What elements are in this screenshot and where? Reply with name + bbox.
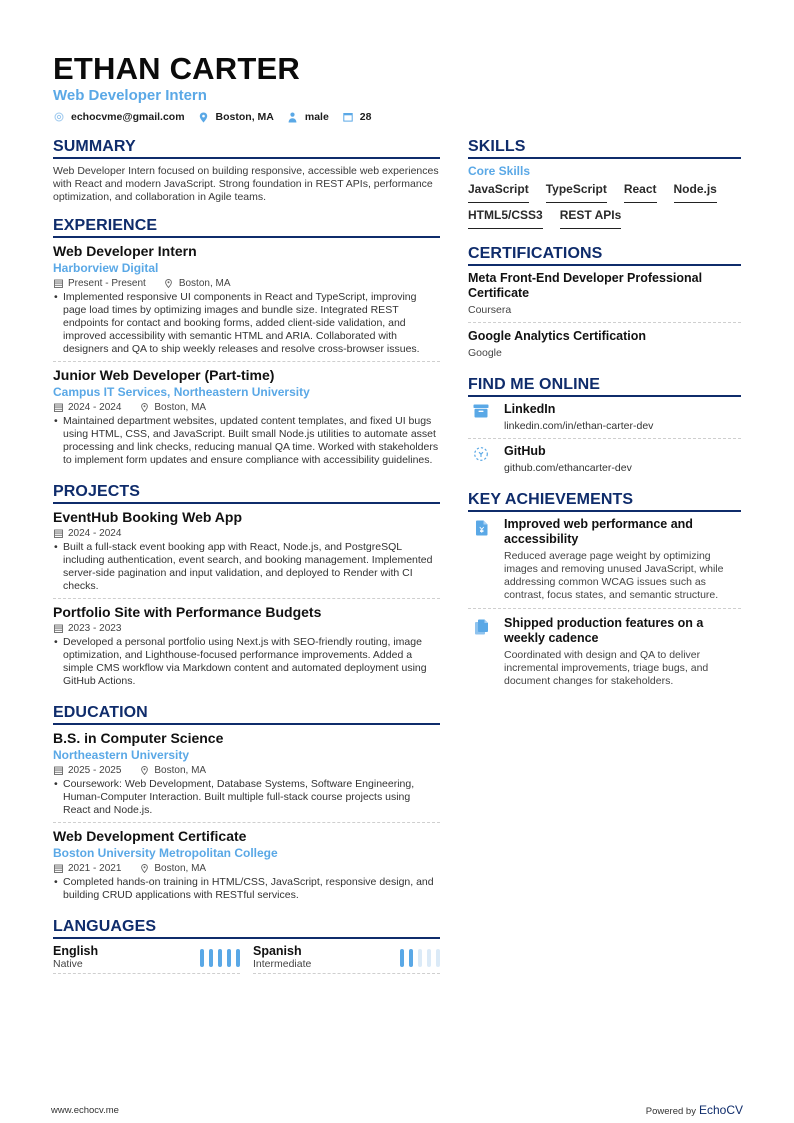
online-link-github[interactable] (468, 444, 741, 480)
footer-powered-by[interactable] (646, 1103, 743, 1117)
skill-list (468, 182, 741, 234)
entry-meta (53, 277, 440, 290)
proficiency-bars (200, 949, 240, 967)
certification-item (468, 329, 741, 365)
contact-age (342, 110, 372, 124)
date-range: 2025 - 2025 (68, 765, 122, 776)
age-text: 28 (359, 111, 372, 123)
calendar-icon (53, 279, 63, 289)
entry-meta (53, 527, 440, 540)
calendar-icon (53, 864, 63, 874)
entry-meta (53, 764, 440, 777)
right-column (468, 137, 741, 704)
section-title-online: FIND ME ONLINE (468, 375, 741, 397)
education-entry (53, 828, 440, 907)
contact-location (198, 110, 274, 124)
skill-tag: REST APIs (560, 208, 622, 229)
entry-meta (53, 622, 440, 635)
location: Boston, MA (178, 278, 231, 289)
language-list (53, 944, 440, 974)
school-name: Northeastern University (53, 748, 190, 762)
date-range: 2024 - 2024 (68, 528, 122, 539)
link-url[interactable]: github.com/ethancarter-dev (504, 462, 632, 474)
bullet-list (53, 541, 440, 593)
degree: B.S. in Computer Science (53, 730, 224, 746)
section-title-skills: SKILLS (468, 137, 741, 159)
proficiency-bar (200, 949, 204, 967)
bullet-list (53, 291, 440, 356)
resume-header (53, 52, 743, 124)
link-name: LinkedIn (504, 402, 556, 416)
education-section (53, 703, 440, 907)
proficiency-bars (400, 949, 440, 967)
language-item (53, 944, 240, 974)
project-name: Portfolio Site with Performance Budgets (53, 604, 322, 620)
summary-section (53, 137, 440, 204)
language-item (253, 944, 440, 974)
github-dashed-icon (468, 444, 494, 470)
powered-by-label: Powered by (645, 1106, 696, 1117)
degree: Web Development Certificate (53, 828, 247, 844)
proficiency-bar (436, 949, 440, 967)
company-name: Harborview Digital (53, 261, 159, 275)
company-name: Campus IT Services, Northeastern University (53, 385, 310, 399)
documents-copy-icon (468, 616, 494, 688)
certification-issuer: Coursera (468, 304, 512, 316)
contact-row (53, 110, 743, 124)
contact-email[interactable] (53, 110, 185, 124)
achievement-title: Shipped production features on a weekly cadence (504, 616, 704, 645)
proficiency-bar (418, 949, 422, 967)
email-text: echocvme@gmail.com (71, 111, 185, 123)
language-name: Spanish (253, 944, 302, 958)
achievement-item (468, 517, 741, 609)
footer-website[interactable]: www.echocv.me (51, 1105, 119, 1116)
map-pin-icon (198, 111, 210, 123)
bullet-list (53, 778, 440, 817)
candidate-name: ETHAN CARTER (53, 51, 300, 86)
achievement-desc: Reduced average page weight by optimizing images and removing unused JavaScript, while addressing common WCAG issues such as contrast, focus states, and semantic structure. (504, 550, 724, 601)
summary-text: Web Developer Intern focused on building responsive, accessible web experiences with React and modern JavaScript. Strong foundation in REST APIs, performance optimization, and collaboration in Agile teams. (53, 165, 439, 203)
languages-section (53, 917, 440, 974)
experience-entry (53, 367, 440, 472)
project-name: EventHub Booking Web App (53, 509, 242, 525)
certification-issuer: Google (468, 347, 502, 359)
date-range: 2021 - 2021 (68, 863, 122, 874)
certification-name: Google Analytics Certification (468, 329, 647, 343)
skill-tag: TypeScript (546, 182, 607, 203)
achievements-section (468, 490, 741, 694)
job-title: Web Developer Intern (53, 243, 197, 259)
education-entry (53, 730, 440, 823)
section-title-achievements: KEY ACHIEVEMENTS (468, 490, 741, 512)
projects-section (53, 482, 440, 693)
bullet-item: • Completed hands-on training in HTML/CSS, JavaScript, responsive design, and building CRUD applications with RESTful services. (53, 876, 440, 902)
proficiency-bar (409, 949, 413, 967)
skill-tag: React (624, 182, 657, 203)
link-url[interactable]: linkedin.com/in/ethan-carter-dev (504, 420, 654, 432)
certification-item (468, 271, 741, 323)
date-range: 2023 - 2023 (68, 623, 122, 634)
entry-meta (53, 401, 440, 414)
map-pin-icon (164, 279, 174, 289)
section-title-certifications: CERTIFICATIONS (468, 244, 741, 266)
bullet-item: • Coursework: Web Development, Database Systems, Software Engineering, Human-Computer Interaction. Built multiple full-stack course projects using React and Node.js. (53, 778, 440, 817)
date-range: Present - Present (68, 278, 146, 289)
online-section (468, 375, 741, 480)
calendar-icon (53, 766, 63, 776)
gender-text: male (304, 111, 329, 123)
location: Boston, MA (154, 765, 207, 776)
skill-tag: Node.js (674, 182, 717, 203)
person-icon (287, 111, 299, 123)
bullet-item: • Developed a personal portfolio using Next.js with SEO-friendly routing, image optimization, and Lighthouse-focused performance improvements. Added a simple CMS workflow via Markdown content and automated deployment using GitHub Actions. (53, 636, 440, 688)
proficiency-bar (227, 949, 231, 967)
section-title-experience: EXPERIENCE (53, 216, 440, 238)
candidate-role: Web Developer Intern (53, 87, 207, 104)
bullet-list (53, 876, 440, 902)
calendar-icon (342, 111, 354, 123)
bullet-item: • Implemented responsive UI components in React and TypeScript, improving page load times by optimizing images and bundle size. Integrated REST endpoints for contact and booking forms, added client-side validation, and improved accessibility with semantic HTML and ARIA. Collaborated with designers and QA to ship weekly releases and resolve cross-browser issues. (53, 291, 440, 356)
calendar-icon (53, 403, 63, 413)
language-level: Intermediate (253, 958, 312, 970)
certification-name: Meta Front-End Developer Professional Certificate (468, 271, 703, 300)
project-entry (53, 604, 440, 693)
section-title-languages: LANGUAGES (53, 917, 440, 939)
section-title-education: EDUCATION (53, 703, 440, 725)
calendar-icon (53, 529, 63, 539)
school-name: Boston University Metropolitan College (53, 846, 278, 860)
bullet-list (53, 636, 440, 688)
skill-tag: JavaScript (468, 182, 529, 203)
achievement-title: Improved web performance and accessibility (504, 517, 693, 546)
map-pin-icon (139, 403, 149, 413)
proficiency-bar (236, 949, 240, 967)
archive-box-icon (468, 402, 494, 428)
achievement-desc: Coordinated with design and QA to deliver incremental improvements, triage bugs, and document changes for stakeholders. (504, 649, 709, 687)
skill-tag: HTML5/CSS3 (468, 208, 543, 229)
date-range: 2024 - 2024 (68, 402, 122, 413)
achievement-item (468, 616, 741, 694)
language-name: English (53, 944, 99, 958)
bullet-item: • Maintained department websites, updated content templates, and fixed UI bugs using HTML, CSS, and JavaScript. Built small Node.js utilities to automate asset processing and link checks, reducing manual QA time. Worked with stakeholders to implement form updates and ensure compliance with accessibility guidelines. (53, 415, 440, 467)
calendar-icon (53, 624, 63, 634)
map-pin-icon (139, 766, 149, 776)
certifications-section (468, 244, 741, 365)
job-title: Junior Web Developer (Part-time) (53, 367, 275, 383)
left-column (53, 137, 440, 984)
experience-section (53, 216, 440, 472)
proficiency-bar (400, 949, 404, 967)
skills-section (468, 137, 741, 234)
document-yen-icon (468, 517, 494, 602)
section-title-summary: SUMMARY (53, 137, 440, 159)
bullet-list (53, 415, 440, 467)
map-pin-icon (139, 864, 149, 874)
at-sign-icon (53, 111, 65, 123)
contact-gender (287, 110, 329, 124)
experience-entry (53, 243, 440, 362)
location: Boston, MA (154, 863, 207, 874)
link-name: GitHub (504, 444, 546, 458)
section-title-projects: PROJECTS (53, 482, 440, 504)
location: Boston, MA (154, 402, 207, 413)
brand-name: EchoCV (698, 1103, 743, 1117)
proficiency-bar (209, 949, 213, 967)
proficiency-bar (218, 949, 222, 967)
project-entry (53, 509, 440, 599)
bullet-item: • Built a full-stack event booking app with React, Node.js, and PostgreSQL including authentication, event search, and booking management. Implemented server-side pagination and input validation, and deployed to Render with CI checks. (53, 541, 440, 593)
online-link-linkedin[interactable] (468, 402, 741, 439)
location-text: Boston, MA (215, 111, 274, 123)
skill-group-label: Core Skills (468, 164, 531, 178)
proficiency-bar (427, 949, 431, 967)
language-level: Native (53, 958, 83, 970)
entry-meta (53, 862, 440, 875)
